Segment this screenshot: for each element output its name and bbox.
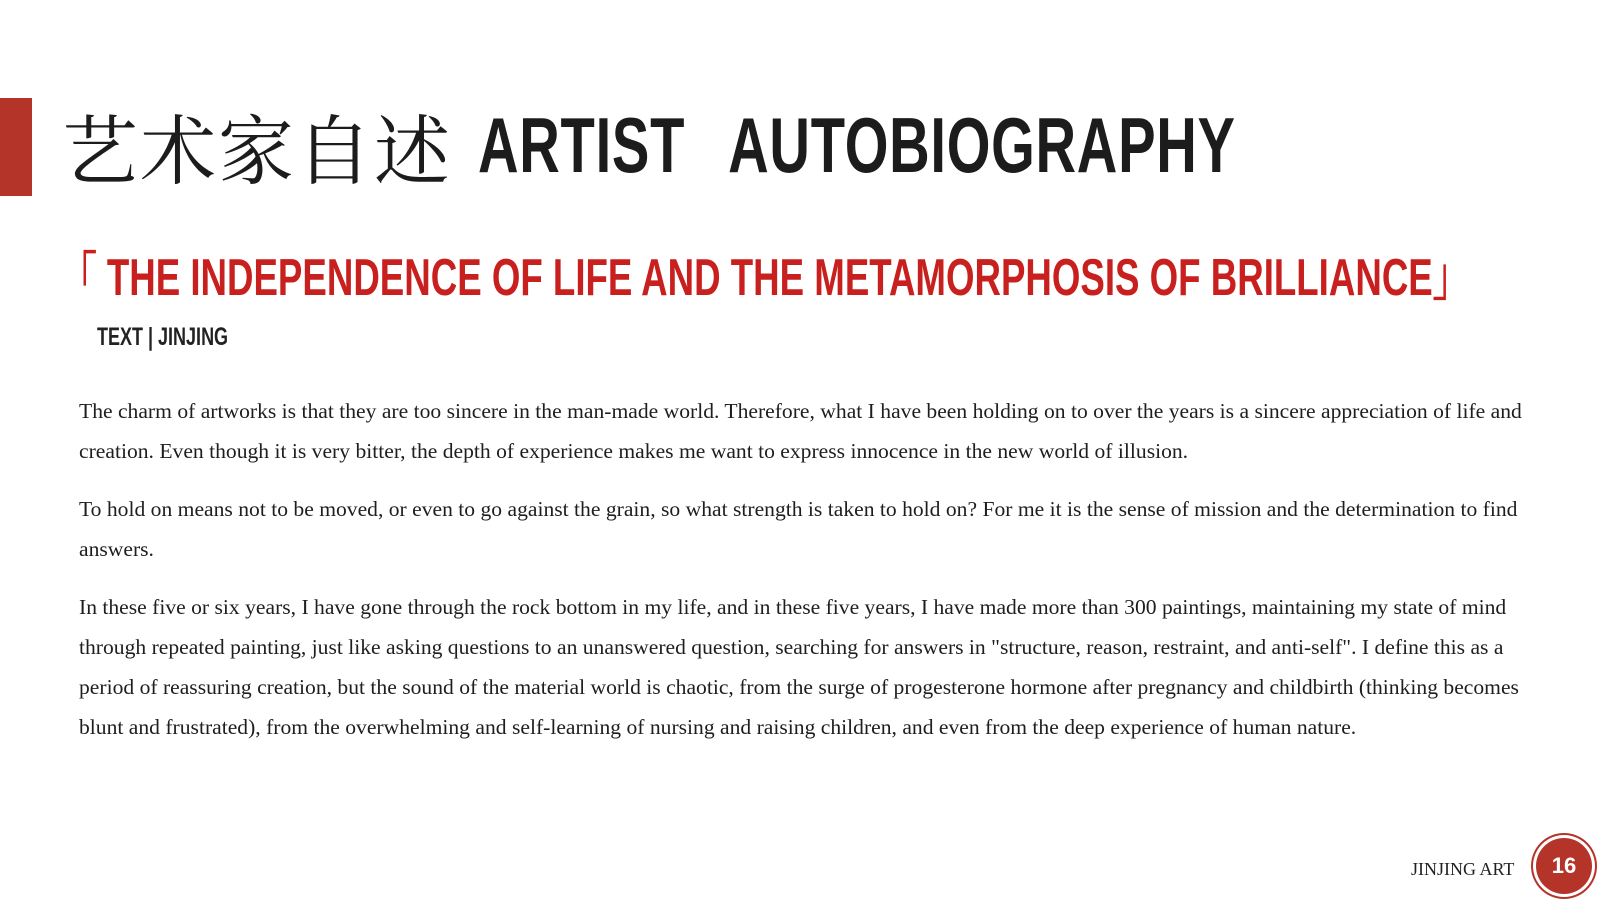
subtitle: 「 THE INDEPENDENCE OF LIFE AND THE METAMORPHOSIS OF BRILLIANCE」 <box>60 249 1470 307</box>
title-english: ARTIST AUTOBIOGRAPHY <box>478 100 1236 189</box>
paragraph-1: The charm of artworks is that they are too sincere in the man-made world. Therefore, what I have been holding on to over the years is a sincere appreciation of life and creation. Even though it is very bitter, the depth of experience makes me want to express innocence in the new world of illusion. <box>79 399 1522 463</box>
slide-title <box>62 95 1530 195</box>
byline: TEXT | JINJING <box>97 323 229 351</box>
title-chinese: 艺术家自述 <box>62 106 452 196</box>
paragraph-3: In these five or six years, I have gone through the rock bottom in my life, and in these five years, I have made more than 300 paintings, maintaining my state of mind through repeated painting, just like asking questions to an unanswered question, searching for answers in "structure, reason, restraint, and anti-self". I define this as a period of reassuring creation, but the sound of the material world is chaotic, from the surge of progesterone hormone after pregnancy and childbirth (thinking becomes blunt and frustrated), from the overwhelming and self-learning of nursing and raising children, and even from the deep experience of human nature. <box>79 595 1519 739</box>
footer-label: JINJING ART <box>1411 859 1515 879</box>
page-number-badge <box>1536 838 1592 894</box>
page-number: 16 <box>1551 853 1577 878</box>
title-accent-bar <box>0 98 32 196</box>
paragraph-2: To hold on means not to be moved, or even to go against the grain, so what strength is taken to hold on? For me it is the sense of mission and the determination to find answers. <box>79 497 1518 561</box>
body-text <box>79 391 1549 765</box>
